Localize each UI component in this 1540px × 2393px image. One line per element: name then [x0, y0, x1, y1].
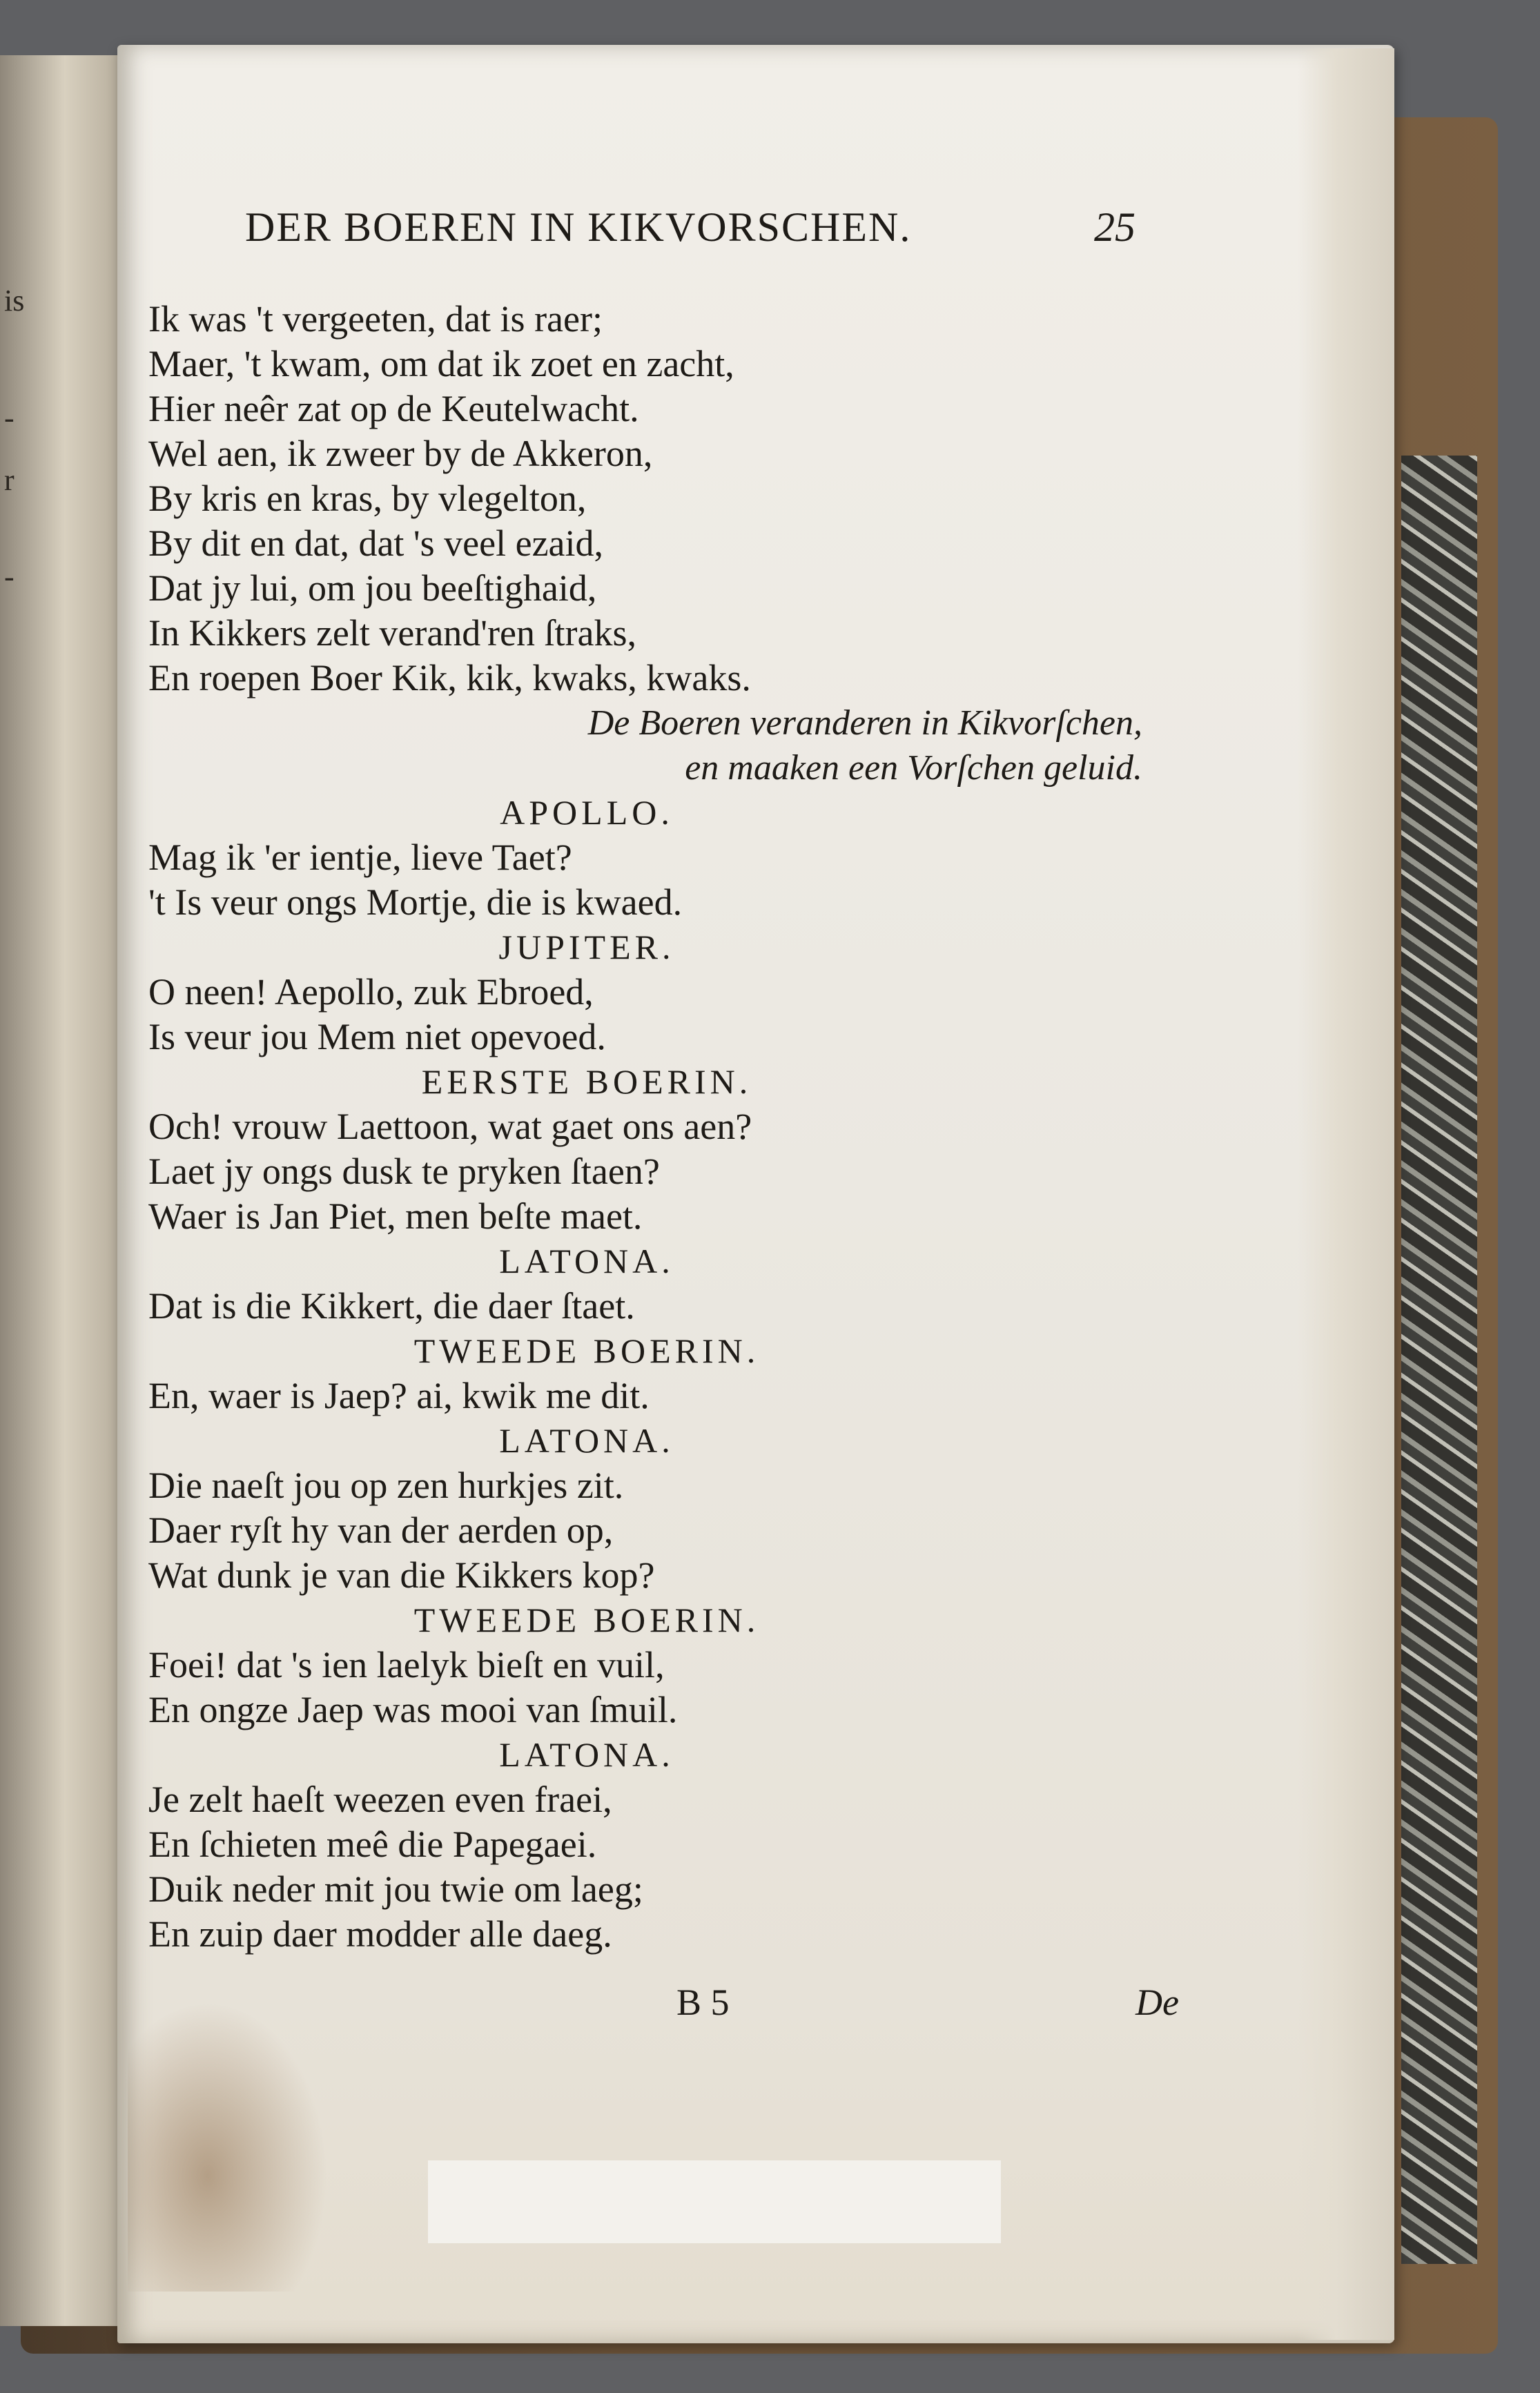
verse-line: 't Is veur ongs Mortje, die is kwaed.: [148, 881, 683, 923]
verse-line: O neen! Aepollo, zuk Ebroed,: [148, 971, 594, 1013]
verse-line: Ik was 't vergeeten, dat is raer;: [148, 298, 603, 340]
verse-line: Wel aen, ik zweer by de Akkeron,: [148, 433, 653, 474]
signature-mark: B 5: [676, 1982, 730, 2023]
verse-line: Die naeſt jou op zen hurkjes zit.: [148, 1465, 624, 1506]
verse-line: En ſchieten meê die Papegaei.: [148, 1824, 597, 1865]
verse-line: En ongze Jaep was mooi van ſmuil.: [148, 1689, 678, 1730]
verse-line: Daer ryſt hy van der aerden op,: [148, 1510, 614, 1551]
verse-line: By dit en dat, dat 's veel ezaid,: [148, 522, 604, 564]
verse-line: Duik neder mit jou twie om laeg;: [148, 1868, 643, 1910]
verse-line: Hier neêr zat op de Keutelwacht.: [148, 388, 639, 429]
verse-line: Foei! dat 's ien laelyk bieſt en vuil,: [148, 1644, 665, 1686]
marbled-endpaper: [1401, 456, 1477, 2264]
stage-direction: De Boeren veranderen in Kikvorſchen,: [587, 703, 1142, 743]
speaker-heading: LATONA.: [499, 1242, 674, 1280]
left-margin-glyph: -: [4, 560, 14, 594]
stage-direction: en maaken een Vorſchen geluid.: [685, 748, 1142, 788]
speaker-heading: TWEEDE BOERIN.: [413, 1601, 760, 1639]
speaker-heading: EERSTE BOERIN.: [421, 1062, 752, 1101]
page-number: 25: [1094, 204, 1135, 250]
speaker-heading: TWEEDE BOERIN.: [413, 1331, 760, 1370]
verse-line: Mag ik 'er ientje, lieve Taet?: [148, 837, 572, 878]
speaker-heading: LATONA.: [499, 1735, 674, 1774]
catchword: De: [1135, 1982, 1179, 2023]
verse-line: Maer, 't kwam, om dat ik zoet en zacht,: [148, 343, 734, 384]
verse-body: [148, 297, 1142, 1957]
left-margin-glyph: r: [4, 463, 14, 497]
verse-line: Waer is Jan Piet, men beſte maet.: [148, 1195, 643, 1237]
verse-line: Dat jy lui, om jou beeſtighaid,: [148, 567, 597, 609]
running-head: DER BOEREN IN KIKVORSCHEN.: [245, 204, 912, 250]
verse-line: In Kikkers zelt verand'ren ſtraks,: [148, 612, 636, 654]
foxing-stain: [128, 2002, 328, 2292]
paper-strip: [428, 2160, 1001, 2243]
verse-line: Dat is die Kikkert, die daer ſtaet.: [148, 1285, 635, 1327]
speaker-heading: APOLLO.: [500, 793, 674, 832]
verse-line: Wat dunk je van die Kikkers kop?: [148, 1554, 655, 1596]
left-margin-glyph: is: [4, 284, 25, 318]
left-page-edge: [0, 55, 121, 2326]
left-margin-glyph: -: [4, 401, 14, 435]
verse-line: En, waer is Jaep? ai, kwik me dit.: [148, 1375, 650, 1416]
verse-line: Is veur jou Mem niet opevoed.: [148, 1016, 606, 1057]
verse-line: Och! vrouw Laettoon, wat gaet ons aen?: [148, 1106, 752, 1147]
verse-line: Laet jy ongs dusk te pryken ſtaen?: [148, 1151, 660, 1192]
page-fore-edge: [1298, 48, 1394, 2340]
verse-line: Je zelt haeſt weezen even fraei,: [148, 1779, 612, 1820]
verse-line: By kris en kras, by vlegelton,: [148, 478, 587, 519]
verse-line: En roepen Boer Kik, kik, kwaks, kwaks.: [148, 657, 751, 699]
speaker-heading: LATONA.: [499, 1421, 674, 1460]
verse-line: En zuip daer modder alle daeg.: [148, 1913, 612, 1955]
speaker-heading: JUPITER.: [498, 928, 675, 966]
